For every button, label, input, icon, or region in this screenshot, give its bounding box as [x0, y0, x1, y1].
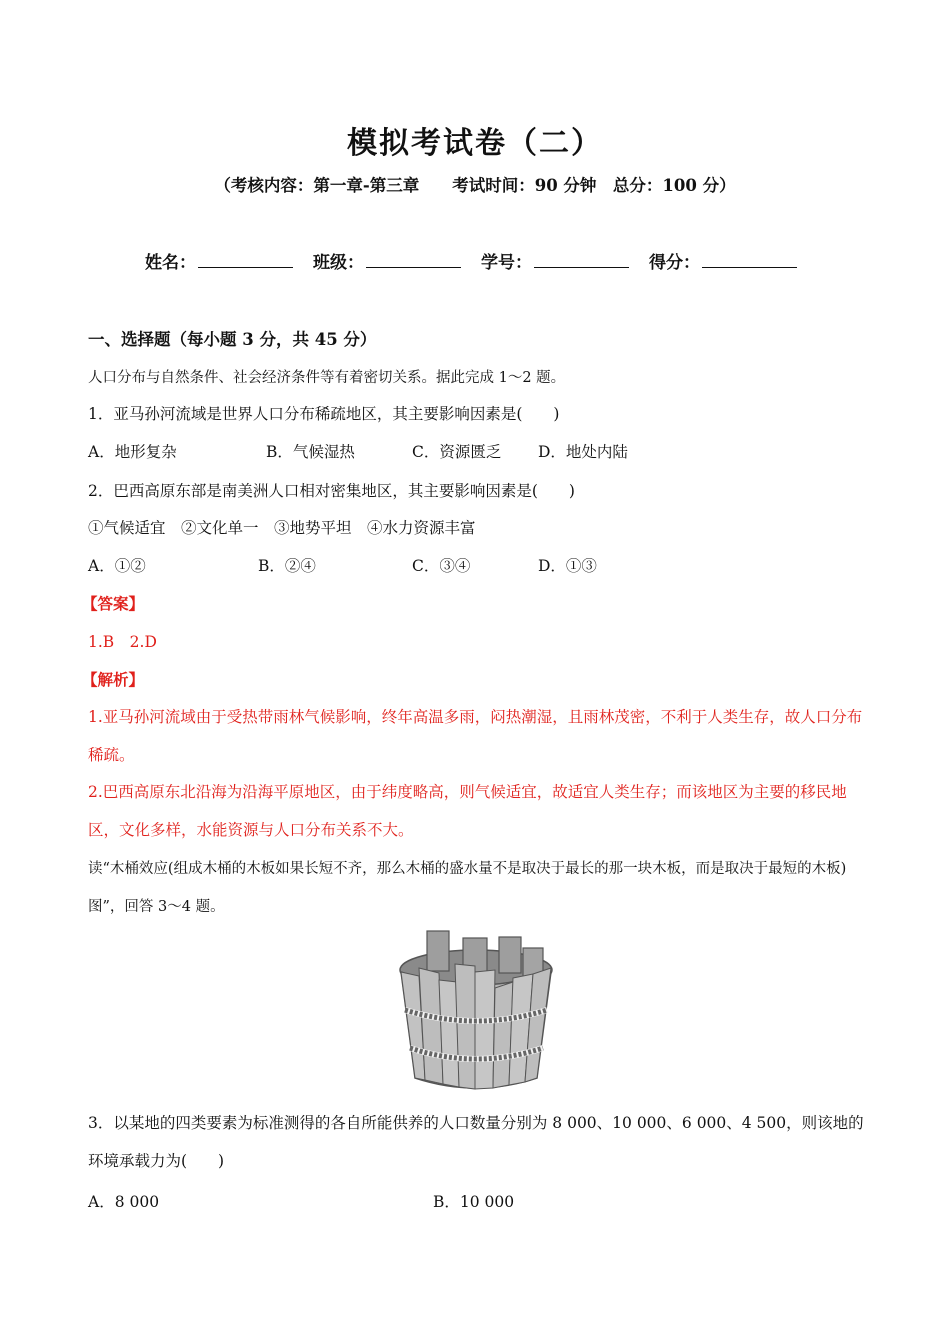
q2-option-c: C．③④ — [412, 557, 471, 575]
exam-subtitle: （考核内容：第一章-第三章 考试时间：90 分钟 总分：100 分） — [214, 176, 736, 195]
question-1-stem: 1．亚马孙河流域是世界人口分布稀疏地区，其主要影响因素是( ) — [88, 405, 560, 423]
analysis-label: 【解析】 — [82, 670, 145, 689]
score-blank — [702, 249, 797, 268]
name-field — [145, 248, 293, 273]
name-label: 姓名： — [145, 253, 196, 273]
group-intro: 人口分布与自然条件、社会经济条件等有着密切关系。据此完成 1～2 题。 — [88, 370, 566, 386]
wooden-bucket-figure — [395, 928, 557, 1096]
q3-option-b: B．10 000 — [433, 1193, 515, 1211]
q1-option-b: B．气候湿热 — [266, 443, 355, 461]
question-1-options — [88, 440, 628, 462]
bucket-stave — [499, 937, 521, 973]
score-field — [649, 248, 797, 273]
student-id-blank — [534, 249, 629, 268]
student-id-field — [481, 248, 629, 273]
student-info-fields — [145, 248, 817, 273]
q1-option-d: D．地处内陆 — [538, 443, 628, 461]
bucket-stave — [475, 970, 495, 1089]
class-field — [313, 248, 461, 273]
question-2-choices: ①气候适宜 ②文化单一 ③地势平坦 ④水力资源丰富 — [88, 519, 476, 537]
page-title: 模拟考试卷（二） — [347, 126, 603, 161]
student-id-label: 学号： — [481, 253, 532, 273]
group-intro-2: 读“木桶效应(组成木桶的木板如果长短不齐，那么木桶的盛水量不是取决于最长的那一块木板，而是取决于最短的木板)图”，回答 3～4 题。 — [88, 861, 847, 915]
q2-option-a: A．①② — [88, 557, 146, 575]
bucket-stave — [427, 931, 449, 971]
q2-option-b: B．②④ — [258, 557, 316, 575]
class-blank — [366, 249, 461, 268]
analysis-2: 2.巴西高原东北沿海为沿海平原地区，由于纬度略高，则气候适宜，故适宜人类生存；而该地区为主要的移民地区，文化多样，水能资源与人口分布关系不大。 — [88, 783, 847, 839]
question-3-stem: 3．以某地的四类要素为标准测得的各自所能供养的人口数量分别为 8 000、10 000、6 000、4 500，则该地的环境承载力为( ) — [88, 1114, 864, 1170]
q2-option-d: D．①③ — [538, 557, 597, 575]
q1-option-a: A．地形复杂 — [88, 443, 177, 461]
question-2-options — [88, 554, 597, 576]
question-2-stem: 2．巴西高原东部是南美洲人口相对密集地区，其主要影响因素是( ) — [88, 482, 575, 500]
analysis-1: 1.亚马孙河流域由于受热带雨林气候影响，终年高温多雨，闷热潮湿，且雨林茂密，不利于人类生存，故人口分布稀疏。 — [88, 708, 863, 764]
answer-text: 1.B 2.D — [88, 633, 157, 651]
answer-label: 【答案】 — [82, 594, 145, 613]
bucket-stave — [455, 964, 475, 1089]
question-3-options — [88, 1190, 514, 1212]
name-blank — [198, 249, 293, 268]
section-heading: 一、选择题（每小题 3 分，共 45 分） — [88, 330, 377, 349]
score-label: 得分： — [649, 253, 700, 273]
q3-option-a: A．8 000 — [88, 1193, 160, 1211]
q1-option-c: C．资源匮乏 — [412, 443, 502, 461]
class-label: 班级： — [313, 253, 364, 273]
